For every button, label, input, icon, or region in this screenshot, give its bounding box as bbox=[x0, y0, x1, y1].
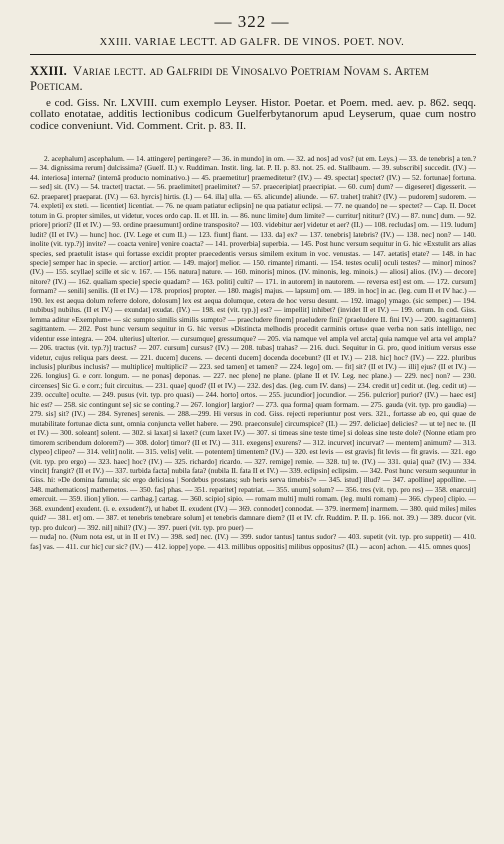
intro-paragraph: e cod. Giss. Nr. LXVIII. cum exemplo Leyser. Histor. Poetar. et Poem. med. aev. p. 862. seqq. collato enotatae, additis lectionibus codicum Guelferbytanorum apud Leyserum, quae cum nostro codice conveniunt. Vid. Comment. Crit. p. 83. II. bbox=[30, 97, 476, 132]
running-head: XXIII. VARIAE LECTT. AD GALFR. DE VINOS. POET. NOV. bbox=[99, 37, 405, 48]
variant-readings bbox=[30, 154, 476, 832]
section-number: XXIII. bbox=[30, 64, 67, 78]
page-number: — 322 — bbox=[214, 12, 290, 31]
variant-readings-tail: — nuda] no. (Num nota est, ut in II et IV.) — 398. sed] nec. (IV.) — 399. sudor tantus] tantus sudor? — 403. supetit (vit. typ. pro suppetit) — 410. fas] vas. — 411. cur hic] cur sic? (IV.) — 412. ioppe] yope. — 413. millibus oppositis] milibus oppositus? (II.) — acon] achon. — 415. omnes quos] bbox=[30, 532, 476, 551]
section-heading bbox=[30, 64, 476, 94]
variant-readings-main: 2. acephalum] ascephalum. — 14. attingere] pertingere? — 36. in mundo] in om. — 32. ad nos] ad vos? (ut em. Leys.) — 33. de tenebris] a ten.? — 34. dignissima rerum] dulcissima? (Guelf. II.) v. Ruddiman. Instit. ling. lat. P. II. p. 83. not. 25. ed. Stallbaum. — 39. subscribi] succedit. (IV.) — 44. interiosa] interna? (internâ producto nominativo.) — 45. praemetitur] praemeditetur? (IV.) — 49. spectat] spectet? (IV.) — 52. fortunae] fortuna. — sed] sit. (IV.) — 54. tractet] tractat. — 56. praelimitet] praelimitet? — 57. praeceripiat] praecripiat. — 60. cum] dum? — digeseret] digesserit. — 62. praeparet] praeparat. (IV.) — 63. hyrcis] hirtis. (I.) — 64. illa] ulla. — 65. alicunde] aliunde. — 67. trahet] trahit? (IV.) — pudorem] sudorem. — 74. expleti] ex steti. — licentiet] licentiat. — 76. ne quam patiatur eclipsin] ne qua patiatur eclipsi. — 77. ne quando] ne — spectet? — Cap. II. Docet totum in G. propter similes, ut videtur, voces ordo cap. II. et III. in. — 86. nunc limite] dum limite? — curritur] nititur? (IV.) — 87. nunc] dum. — 92. priore] priori? (II et IV.) — 93. ordine praesumunt] ordine transposito? — 103. videbitur aer] videtur et aer? (II.) — 108. recludas] om. — 119. ludum] ludit? (II et IV.) — hunc] hoc. (IV. Lege et cum II.) — 123. fiunt] fiant. — 133. da] ex? — 137. tenebris] latebris? (IV.) — 138. nec] non? — 140. inolite (vit. typ.?)] invite? — coacta venire] venire coacta? — 141. proverbia] superbia. — 145. Post hunc versum sequitur in G. hic »Exstulit ars alias species, sed praetulit istas« qui fortasse excidit propter praecedentis versus similem exitum in voc. venustas. — 147. aetatis] etate? — 148. in hac specie] semper hac in specie. — arctior] artior. — 149. major] melior. — 150. rimante] rimanti. — 154. testes oculi] oculi testes? — minor] minos? (IV.) — 155. scyllae] scille et sic v. 167. — 156. natura] nature. — 160. minoris] minos. (IV. minonis, leg. minois.) — aliosi] alios. (IV.) — decore] nitore? (IV.) — 162. qualiam specie] specie quadam? — 163. politi] culti? — 171. in autorem] in nautorem. — reversa est] est om. — 172. cursum] formam? — senili] senilis. (II et IV.) — 178. proprios] propter. — 180. magis] majus. — lapsum] om. — 189. in hoc] in ac. (leg. cum II et IV hac.) — 190. lex est aequa dolum referre dolore, dolosum] lex est aequa dolumque, cetera de hoc versu desunt. — 192. imago] ymago. (sic semper.) — 194. nubibus] nubilus. (II et IV.) — exundat] exudat. (IV.) — 198. est (vit. typ.)] est? — impellit] inhibet? (invidet II et IV.) — 199. ortum. In cod. Giss. lemma aditur »Exemplum« — sic sumpto similis similis sumpto? — praecludere finem] praeludere fini? (praeludere II. fini IV.) — 200. sagittantem] sagittantem. — 202. Post hunc versum sequitur in G. hic versus »Distincta melhodis procedit carminis ortus« quae verba non satis intelligo, nec videntur esse integra. — 204. ulterius] ulterior. — cursumque] gressumque? — 205. via namque vel ampla vel arcta] quia namque vel arta vel ampla? — 206. tractus (vit. typ.?)] tractus? — 207. cursum] cursus? (IV.) — 208. tubas] trahas? — 216. duci. Sequitur in G. pro, quod initium versus esse videtur, cujus reliqua pars deest. — 221. ducem] ducens. — decenti ducem] docenda docebunt? (II et IV.) — 218. hic] hoc? (IV.) — 222. pluribus inclusis] pluribus inclusis? — multiplice] multiplici? — 223. sed tamen] et tamen? — 224. lego] om. — fit] sit? (II et IV.) — illi] ejus? (II et IV.) — 226. longius] G. e corr. longum. — ne ponas] deponas. — 227. nec plene] ne plane. (plane II et IV. Leg. nec plane.) — 229. nec] non? — 230. circenses] Sic G. e corr.; fuit circuitus. — 231. quae] quod? (II et IV.) — 232. des] das. (leg. cum IV. dans) — 234. credit ut] cedit ut. (leg. cedit ut) — 239. occulte] oculte. — 249. pusus (vit. typ. pro quasi) — 244. horto] ortos. — 255. jucundior] jocundior. — 256. pulcrior] purior? (IV.) — haec est] hic est? — 258. sic contingunt se] sic se conting.? — 267. longior] largior? — 273. qua forma] quam formam. — 275. gauda (vit. typ. pro gaudia) — 279. sis] sit? (IV.) — 284. Syrenes] serenis. — 288.—299. Hi versus in cod. Giss. rejecti reperiuntur post vers. 321., fortasse ab eo, qui quae de mutabilitate fortunae dicta sunt, omnia conjuncta vellet habere. — 290. praeconsule] circumspice? (II.) — 297. deliciae] delicies? — ut te] nec te. (II et IV.) — 300. soleant] solent. — 302. si laxat] si laxet? (cum laxet IV.) — 307. si timeas sine teste time] si doleas sine teste dole? (Nonne etiam pro timorem scribendum dolorem?) — 308. dolor] timor? (II et IV.) — 311. exegens] exurens? — 312. incurvet] incurvat? — mentem] animum? — 313. clypeo] clipeo? — 314. velit] nolit. — 315. velis] velit. — potentem] timentem? (IV.) — 320. est levis — est gravis] fit levis — fit gravis. — 321. ego (vit. typ. pro ergo) — 323. haec] hoc? (IV.) — 325. richardo] ricardo. — 327. remige] remie. — 328. tu] te. (IV.) — 331. quia] qua? (IV.) — 334. vincit] frangit? (II et IV.) — 337. turbida facta] nubila fata? (nubila II. fata II et IV.) — 339. eclipsin] eclipsim. — 342. Post hunc versum sequuntur in Giss. hi: »De domina famula; sic ergo deliciosa | Sordebus prostans; sub heris serva timebis?« — 345. istud] illud? — 347. apolline] appolline. — 348. mathematicos] mathemetos. — 350. fas] phas. — 351. reparitet] repatriat. — 355. unum] solum? — 356. tres (vit. typ. pro res) — 358. enarcuit] emercuit. — 359. ilion] ylion. — carthag.] cartag. — 360. scipio] sipio. — romam multi] multi romam. (leg. multi romam) — 366. clypeo] clipio. — 368. exundent] exudent. (i. e. exsudent?), ut habet II. exudent (IV.) — 369. connodet] connodat. — 379. inermem] inarmem. — 380. quid miles] miles quid? — 381. et] om. — 387. et tenebris tenebrare solum] et tenebris damnare diem? (II et IV. cfr. Ruddim. P. II. p. 166. not. 39.) — 389. ducor (vit. typ. pro dulcor) — 392. nil] nihil? (IV.) — 397. pueri (vit. typ. pro puer) — bbox=[30, 154, 476, 532]
header-rule bbox=[30, 54, 476, 55]
section-title: Variae lectt. ad Galfridi de Vinosalvo Poetriam Novam s. Artem Poeticam. bbox=[30, 64, 429, 93]
